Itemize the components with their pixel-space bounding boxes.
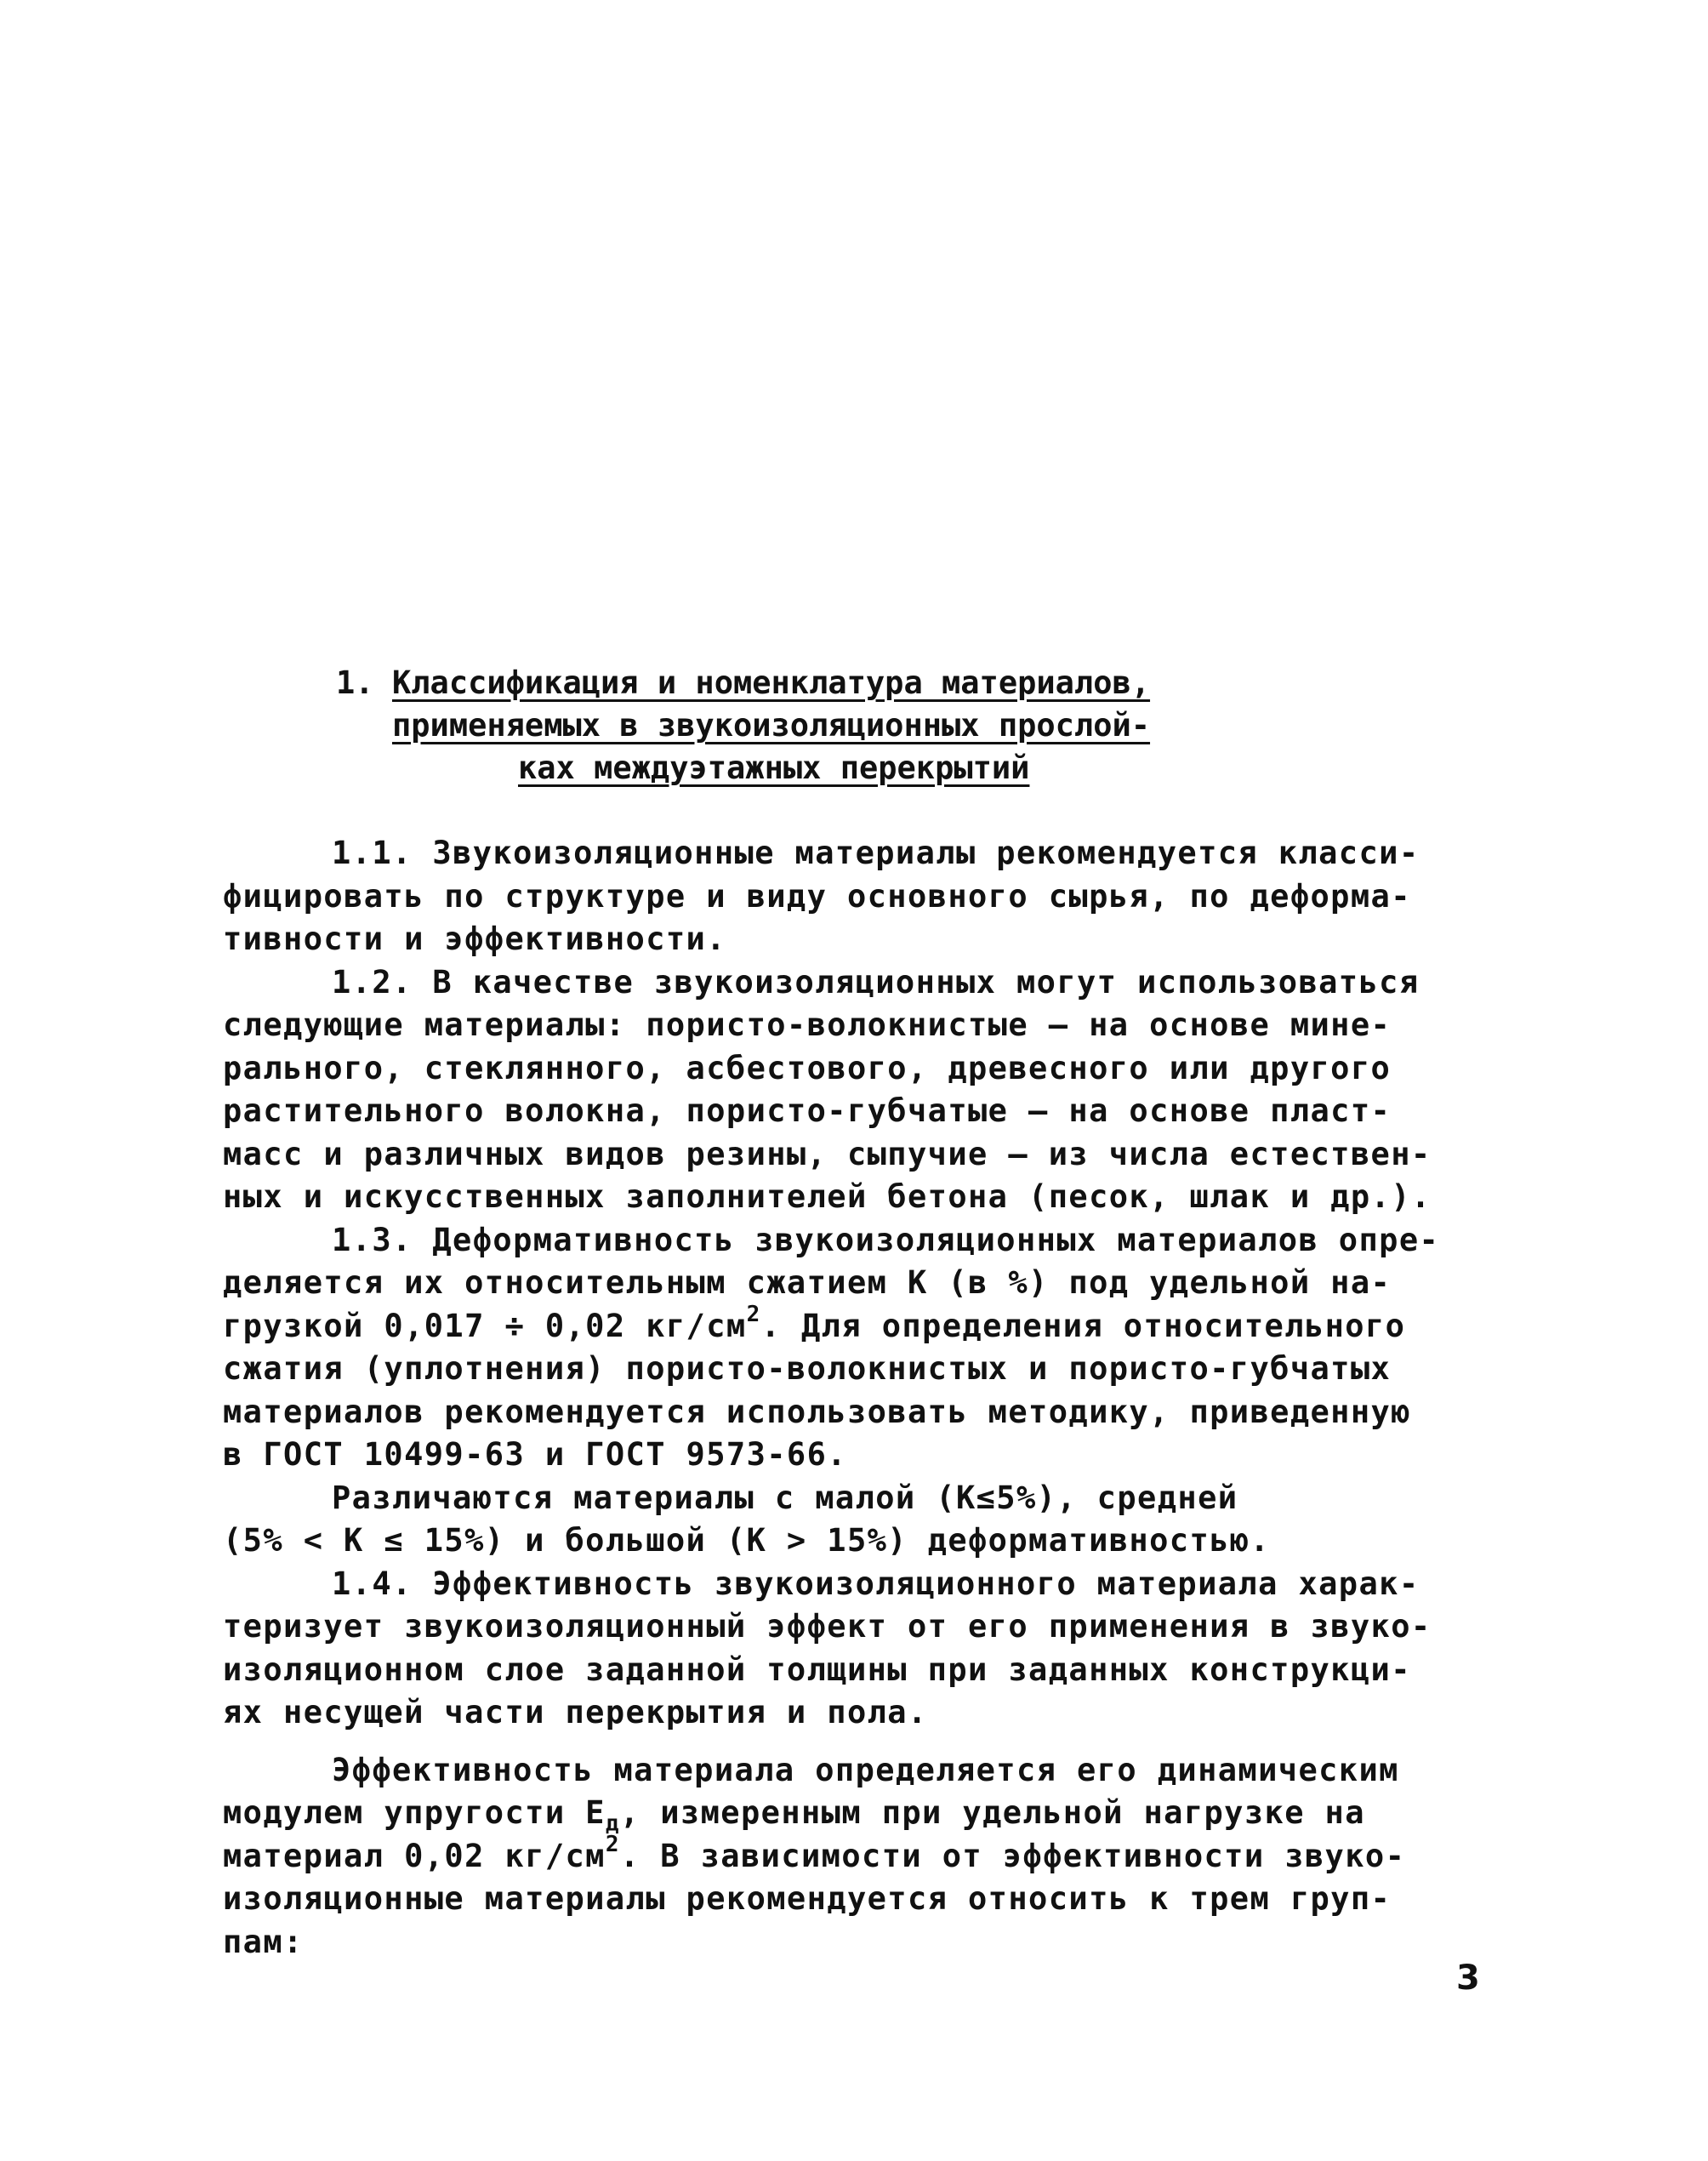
paragraph-line bbox=[223, 1302, 1499, 1348]
paragraph-line bbox=[223, 1792, 1499, 1835]
heading-line bbox=[336, 662, 1306, 704]
paragraph-line: ных и искусственных заполнителей бетона (песок, шлак и др.). bbox=[223, 1178, 1432, 1215]
paragraph-line: рального, стеклянного, асбестового, древесного или другого bbox=[223, 1049, 1392, 1086]
paragraph-line: следующие материалы: пористо-волокнистые – на основе мине- bbox=[223, 1006, 1392, 1043]
text-run: . Для определения относительного bbox=[760, 1307, 1406, 1344]
heading-number: 1. bbox=[336, 664, 374, 701]
heading-text: Классификация и номенклатура материалов, bbox=[392, 664, 1151, 701]
paragraph-line: в ГОСТ 10499-63 и ГОСТ 9573-66. bbox=[223, 1436, 847, 1473]
heading-text: применяемых в звукоизоляционных прослой- bbox=[392, 707, 1151, 744]
body-text bbox=[223, 832, 1499, 1964]
text-run: материал 0,02 кг/см bbox=[223, 1837, 606, 1874]
superscript: 2 bbox=[746, 1302, 761, 1328]
paragraph-line: 1.2. В качестве звукоизоляционных могут использоваться bbox=[332, 963, 1420, 1001]
heading-text: ках междуэтажных перекрытий bbox=[518, 750, 1030, 786]
paragraph-line: сжатия (уплотнения) пористо-волокнистых и пористо-губчатых bbox=[223, 1350, 1392, 1387]
paragraph-line: 1.1. Звукоизоляционные материалы рекомендуется класси- bbox=[332, 835, 1420, 871]
heading-line bbox=[336, 747, 1306, 790]
text-run: , измеренным при удельной нагрузке на bbox=[619, 1794, 1365, 1831]
heading-line bbox=[336, 704, 1306, 747]
paragraph-line: пам: bbox=[223, 1923, 304, 1960]
paragraph-line: материалов рекомендуется использовать методику, приведенную bbox=[223, 1393, 1411, 1430]
paragraph-line: 1.3. Деформативность звукоизоляционных материалов опре- bbox=[332, 1221, 1440, 1258]
paragraph-line: изоляционные материалы рекомендуется относить к трем груп- bbox=[223, 1880, 1392, 1917]
paragraph-line: деляется их относительным сжатием К (в %) под удельной на- bbox=[223, 1264, 1392, 1301]
paragraph-line: ях несущей части перекрытия и пола. bbox=[223, 1694, 928, 1731]
paragraph-line: Эффективность материала определяется его динамическим bbox=[332, 1751, 1399, 1788]
superscript: 2 bbox=[605, 1832, 620, 1858]
paragraph-line: 1.4. Эффективность звукоизоляционного материала харак- bbox=[332, 1565, 1420, 1602]
text-run: . В зависимости от эффективности звуко- bbox=[619, 1837, 1406, 1874]
paragraph-line bbox=[223, 1832, 1499, 1879]
paragraph-line: растительного волокна, пористо-губчатые – на основе пласт- bbox=[223, 1092, 1392, 1129]
page-number: 3 bbox=[1456, 1959, 1480, 1998]
paragraph-line: теризует звукоизоляционный эффект от его применения в звуко- bbox=[223, 1608, 1432, 1645]
paragraph-line: масс и различных видов резины, сыпучие – из числа естествен- bbox=[223, 1135, 1432, 1172]
paragraph-line: фицировать по структуре и виду основного сырья, по деформа- bbox=[223, 877, 1411, 915]
paragraph-line: Различаются материалы с малой (К≤5%), средней bbox=[332, 1479, 1238, 1516]
section-heading bbox=[336, 662, 1306, 790]
subscript: д bbox=[605, 1810, 620, 1837]
text-run: модулем упругости Е bbox=[223, 1794, 606, 1831]
paragraph-line: (5% < К ≤ 15%) и большой (К > 15%) деформативностью. bbox=[223, 1522, 1271, 1559]
paragraph-line: изоляционном слое заданной толщины при заданных конструкци- bbox=[223, 1651, 1411, 1688]
paragraph-line: тивности и эффективности. bbox=[223, 921, 726, 957]
text-run: грузкой 0,017 ÷ 0,02 кг/см bbox=[223, 1307, 747, 1344]
